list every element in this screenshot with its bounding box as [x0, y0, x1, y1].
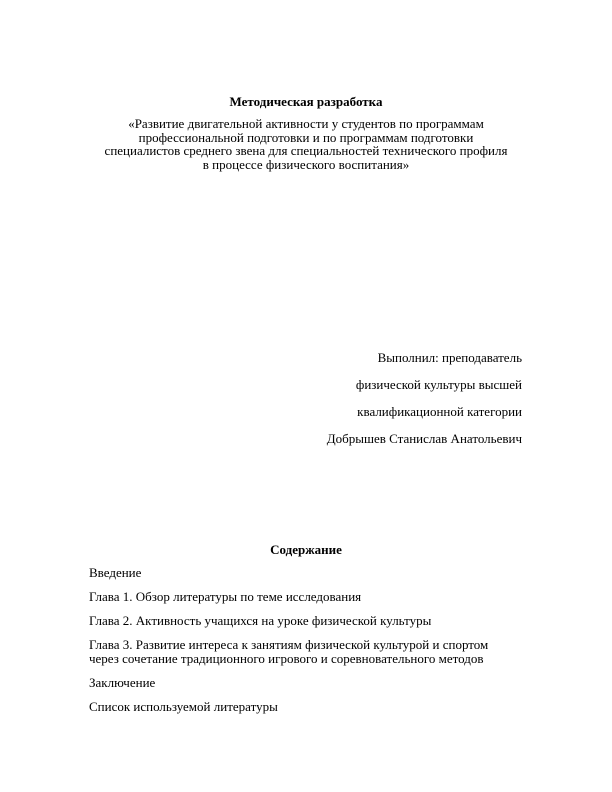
toc-item-chapter-1	[89, 590, 529, 604]
subtitle-line: профессиональной подготовки и по программам подготовки	[138, 129, 474, 145]
toc-item-introduction	[89, 566, 529, 580]
toc-item-text: Глава 2. Активность учащихся на уроке физической культуры	[89, 613, 432, 628]
toc-item-text: Введение	[89, 565, 142, 580]
toc-item-text: Список используемой литературы	[89, 698, 278, 714]
subtitle-line: в процессе физического воспитания»	[202, 156, 410, 172]
toc-item-text: Заключение	[89, 674, 156, 690]
document-heading: Методическая разработка	[229, 94, 383, 109]
author-block	[222, 350, 522, 458]
title-block	[80, 94, 532, 171]
author-line: Выполнил: преподаватель	[377, 350, 522, 365]
toc-item-conclusion	[89, 676, 529, 690]
subtitle-line: специалистов среднего звена для специальностей технического профиля	[104, 143, 508, 159]
toc-item-text: Глава 3. Развитие интереса к занятиям физической культурой и спортом	[89, 637, 489, 652]
toc-item-chapter-3	[89, 638, 529, 665]
document-subtitle	[80, 117, 532, 171]
author-line: физической культуры высшей	[355, 377, 522, 392]
author-line: квалификационной категории	[357, 404, 522, 419]
toc-item-references	[89, 700, 529, 714]
toc-item-chapter-2	[89, 614, 529, 628]
subtitle-line: «Развитие двигательной активности у студентов по программам	[128, 116, 484, 131]
toc-item-text: через сочетание традиционного игрового и соревновательного методов	[89, 650, 484, 666]
toc-item-text: Глава 1. Обзор литературы по теме исследования	[89, 589, 362, 604]
toc-heading: Содержание	[270, 542, 342, 557]
toc-list	[89, 566, 529, 724]
author-name: Добрышев Станислав Анатольевич	[326, 431, 522, 446]
